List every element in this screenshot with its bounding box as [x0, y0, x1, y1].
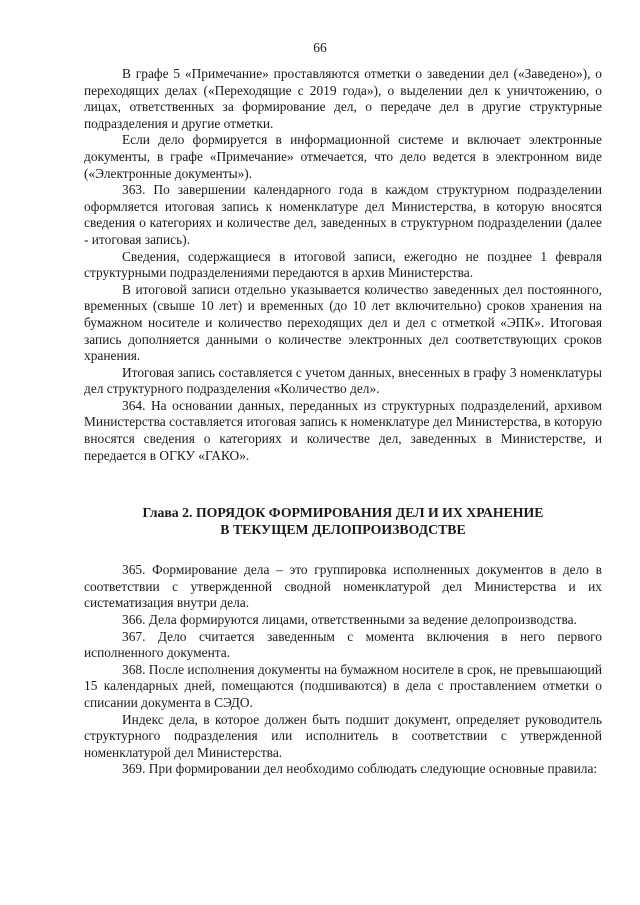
paragraph: Сведения, содержащиеся в итоговой записи, ежегодно не позднее 1 февраля структурными подразделениями передаются в архив Министерства. — [84, 248, 602, 281]
paragraph: Индекс дела, в которое должен быть подшит документ, определяет руководитель структурного подразделения или исполнитель в соответствии с утвержденной номенклатурой дел Министерства. — [84, 711, 602, 760]
chapter-heading — [84, 504, 602, 538]
paragraph: 363. По завершении календарного года в каждом структурном подразделении оформляется итоговая запись к номенклатуре дел Министерства, в которую вносятся сведения о категориях и количестве дел, заведенных в структурном подразделении (далее - итоговая запись). — [84, 182, 602, 247]
paragraph: Итоговая запись составляется с учетом данных, внесенных в графу 3 номенклатуры дел структурного подразделения «Количество дел». — [84, 364, 602, 397]
paragraph: 364. На основании данных, переданных из структурных подразделений, архивом Министерства составляется итоговая запись к номенклатуре дел Министерства, в которую вносятся сведения о категориях и количестве дел, заведенных в Министерстве, и передается в ОГКУ «ГАКО». — [84, 397, 602, 463]
paragraph: 365. Формирование дела – это группировка исполненных документов в дело в соответствии с утвержденной сводной номенклатурой дел Министерства и их систематизация внутри дела. — [84, 562, 602, 611]
document-body — [84, 66, 602, 778]
paragraph: 369. При формировании дел необходимо соблюдать следующие основные правила: — [122, 761, 598, 777]
paragraph: 367. Дело считается заведенным с момента включения в него первого исполненного документа. — [84, 628, 602, 661]
paragraph: 366. Дела формируются лицами, ответственными за ведение делопроизводства. — [122, 612, 577, 628]
paragraph: Если дело формируется в информационной системе и включает электронные документы, в графе «Примечание» отмечается, что дело ведется в электронном виде («Электронные документы»). — [84, 132, 602, 181]
chapter-title-line2: В ТЕКУЩЕМ ДЕЛОПРОИЗВОДСТВЕ — [220, 522, 466, 538]
chapter-title-line1: Глава 2. ПОРЯДОК ФОРМИРОВАНИЯ ДЕЛ И ИХ ХРАНЕНИЕ — [142, 505, 544, 521]
paragraph: 368. После исполнения документы на бумажном носителе в срок, не превышающий 15 календарных дней, помещаются (подшиваются) в дела с проставлением отметки о списании документа в СЭДО. — [84, 661, 602, 710]
page-number: 66 — [313, 40, 327, 55]
paragraph: В итоговой записи отдельно указывается количество заведенных дел постоянного, временных (свыше 10 лет) и временных (до 10 лет включительно) сроков хранения на бумажном носителе и количество переходящих дел и дел с отметкой «ЭПК». Итоговая запись дополняется данными о количестве электронных дел соответствующих сроков хранения. — [84, 281, 602, 364]
paragraph: В графе 5 «Примечание» проставляются отметки о заведении дел («Заведено»), о переходящих делах («Переходящие с 2019 года»), о выделении дел к уничтожению, о лицах, ответственных за формирование дел, о передаче дел в другие структурные подразделения и другие отметки. — [84, 66, 602, 131]
